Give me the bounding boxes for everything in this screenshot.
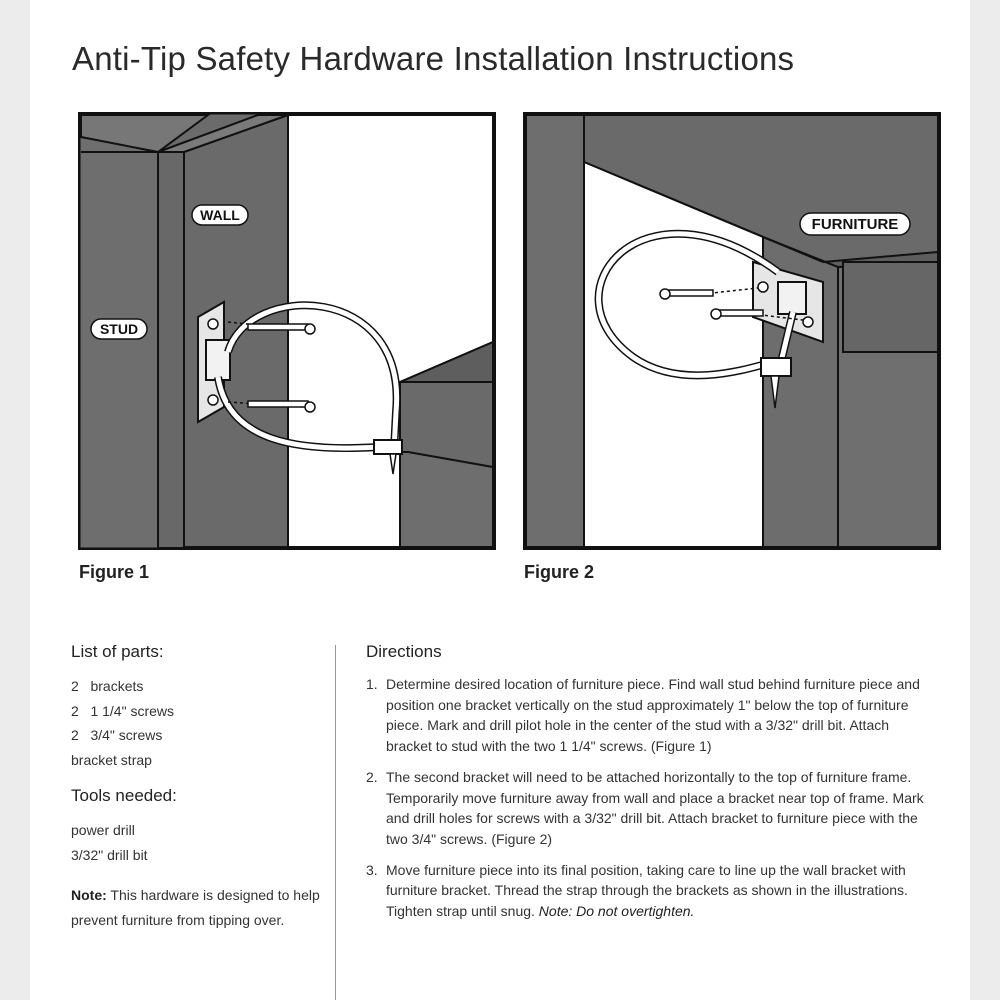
figure-2-illustration	[523, 112, 941, 550]
directions-column	[366, 642, 936, 932]
note-label: Note:	[71, 887, 107, 903]
figure-1-illustration	[78, 112, 496, 550]
step-number: 1.	[366, 676, 378, 692]
step-number: 3.	[366, 861, 378, 878]
step-number: 2.	[366, 768, 378, 785]
direction-step	[366, 674, 936, 757]
parts-item: 2 1 1/4" screws	[71, 702, 175, 719]
parts-heading: List of parts:	[71, 642, 164, 661]
note-text: This hardware is designed to help prevent furniture from tipping over.	[71, 887, 320, 928]
page-title: Anti-Tip Safety Hardware Installation Instructions	[72, 40, 795, 78]
tools-heading: Tools needed:	[71, 786, 177, 805]
parts-item: bracket strap	[71, 751, 152, 768]
figure-2-caption: Figure 2	[524, 562, 595, 582]
step-text: Move furniture piece into its final position, taking care to line up the wall bracket with furniture bracket. Thread the strap through the brackets as shown in the illustrations. Tighten strap until snug.	[386, 861, 908, 920]
label-stud: STUD	[99, 321, 139, 337]
column-divider	[335, 645, 336, 1000]
parts-item: 2 brackets	[71, 678, 144, 694]
direction-step	[366, 860, 936, 922]
directions-heading: Directions	[366, 642, 442, 661]
parts-list	[71, 674, 321, 772]
step-note: Note: Do not overtighten.	[538, 903, 695, 920]
label-wall: WALL	[200, 207, 240, 223]
directions-list	[366, 674, 936, 922]
safety-note	[71, 883, 321, 932]
tools-list	[71, 818, 321, 867]
figure-1-caption: Figure 1	[79, 562, 150, 582]
parts-and-tools-column	[71, 642, 321, 932]
tools-item: 3/32" drill bit	[71, 846, 148, 863]
step-text: The second bracket will need to be attached horizontally to the top of furniture frame. Temporarily move furniture away from wall and place a bracket near top of frame. Mark and drill holes for screws with a 3/32" drill bit. Attach bracket to furniture piece with the two 3/4" screws. (Figure 2)	[386, 768, 924, 847]
parts-item: 2 3/4" screws	[71, 727, 163, 743]
step-text: Determine desired location of furniture piece. Find wall stud behind furniture piece and position one bracket vertically on the stud approximately 1" below the top of furniture piece. Mark and drill pilot hole in the center of the stud with a 3/32" drill bit. Attach bracket to stud with the two 1 1/4" screws. (Figure 1)	[386, 676, 920, 755]
tools-item: power drill	[71, 822, 135, 838]
label-furniture: FURNITURE	[811, 216, 899, 233]
direction-step	[366, 767, 936, 850]
